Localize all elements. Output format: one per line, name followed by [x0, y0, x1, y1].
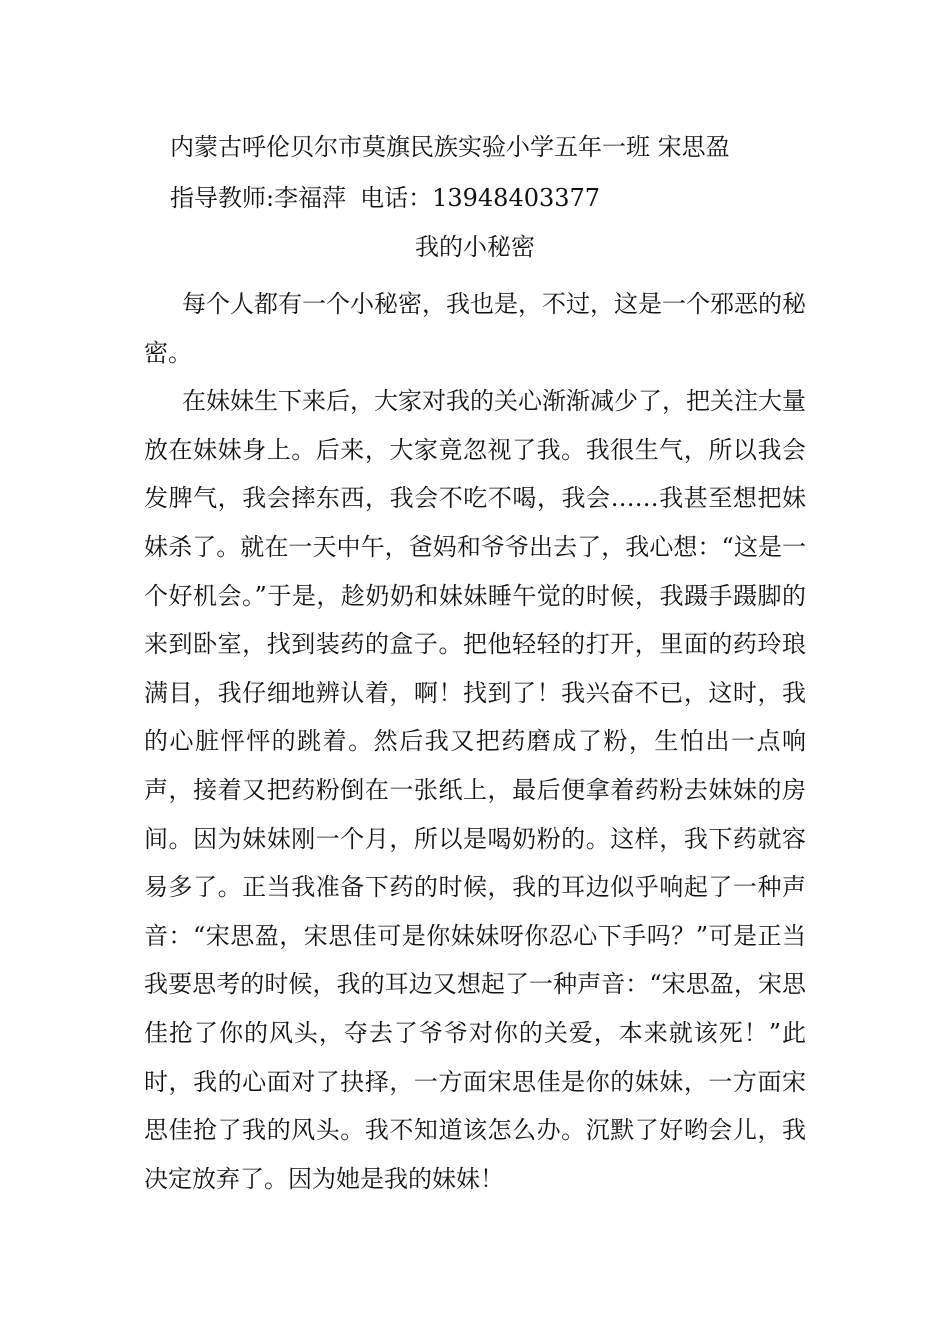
teacher-label: 指导教师:李福萍 — [170, 184, 347, 212]
paragraph-2: 在妹妹生下来后，大家对我的关心渐渐减少了，把关注大量放在妹妹身上。后来，大家竟忽视了我。我很生气，所以我会发脾气，我会摔东西，我会不吃不喝，我会……我甚至想把妹妹杀了。就在一天中午，爸妈和爷爷出去了，我心想：“这是一个好机会。”于是，趁奶奶和妹妹睡午觉的时候，我蹑手蹑脚的来到卧室，找到装药的盒子。把他轻轻的打开，里面的药玲琅满目，我仔细地辨认着，啊！找到了！我兴奋不已，这时，我的心脏怦怦的跳着。然后我又把药磨成了粉，生怕出一点响声，接着又把药粉倒在一张纸上，最后便拿着药粉去妹妹的房间。因为妹妹刚一个月，所以是喝奶粉的。这样，我下药就容易多了。正当我准备下药的时候，我的耳边似乎响起了一种声音：“宋思盈，宋思佳可是你妹妹呀你忍心下手吗？”可是正当我要思考的时候，我的耳边又想起了一种声音：“宋思盈，宋思佳抢了你的风头，夺去了爷爷对你的关爱，本来就该死！”此时，我的心面对了抉择，一方面宋思佳是你的妹妹，一方面宋思佳抢了我的风头。我不知道该怎么办。沉默了好哟会儿，我决定放弃了。因为她是我的妹妹！ — [144, 387, 806, 1193]
phone-label: 电话：13948403377 — [360, 184, 601, 212]
paragraph-1: 每个人都有一个小秘密，我也是，不过，这是一个邪恶的秘密。 — [144, 290, 806, 367]
teacher-line — [170, 183, 600, 213]
essay-body — [144, 280, 806, 1203]
essay-title: 我的小秘密 — [415, 233, 535, 261]
school-line: 内蒙古呼伦贝尔市莫旗民族实验小学五年一班 宋思盈 — [170, 133, 730, 161]
